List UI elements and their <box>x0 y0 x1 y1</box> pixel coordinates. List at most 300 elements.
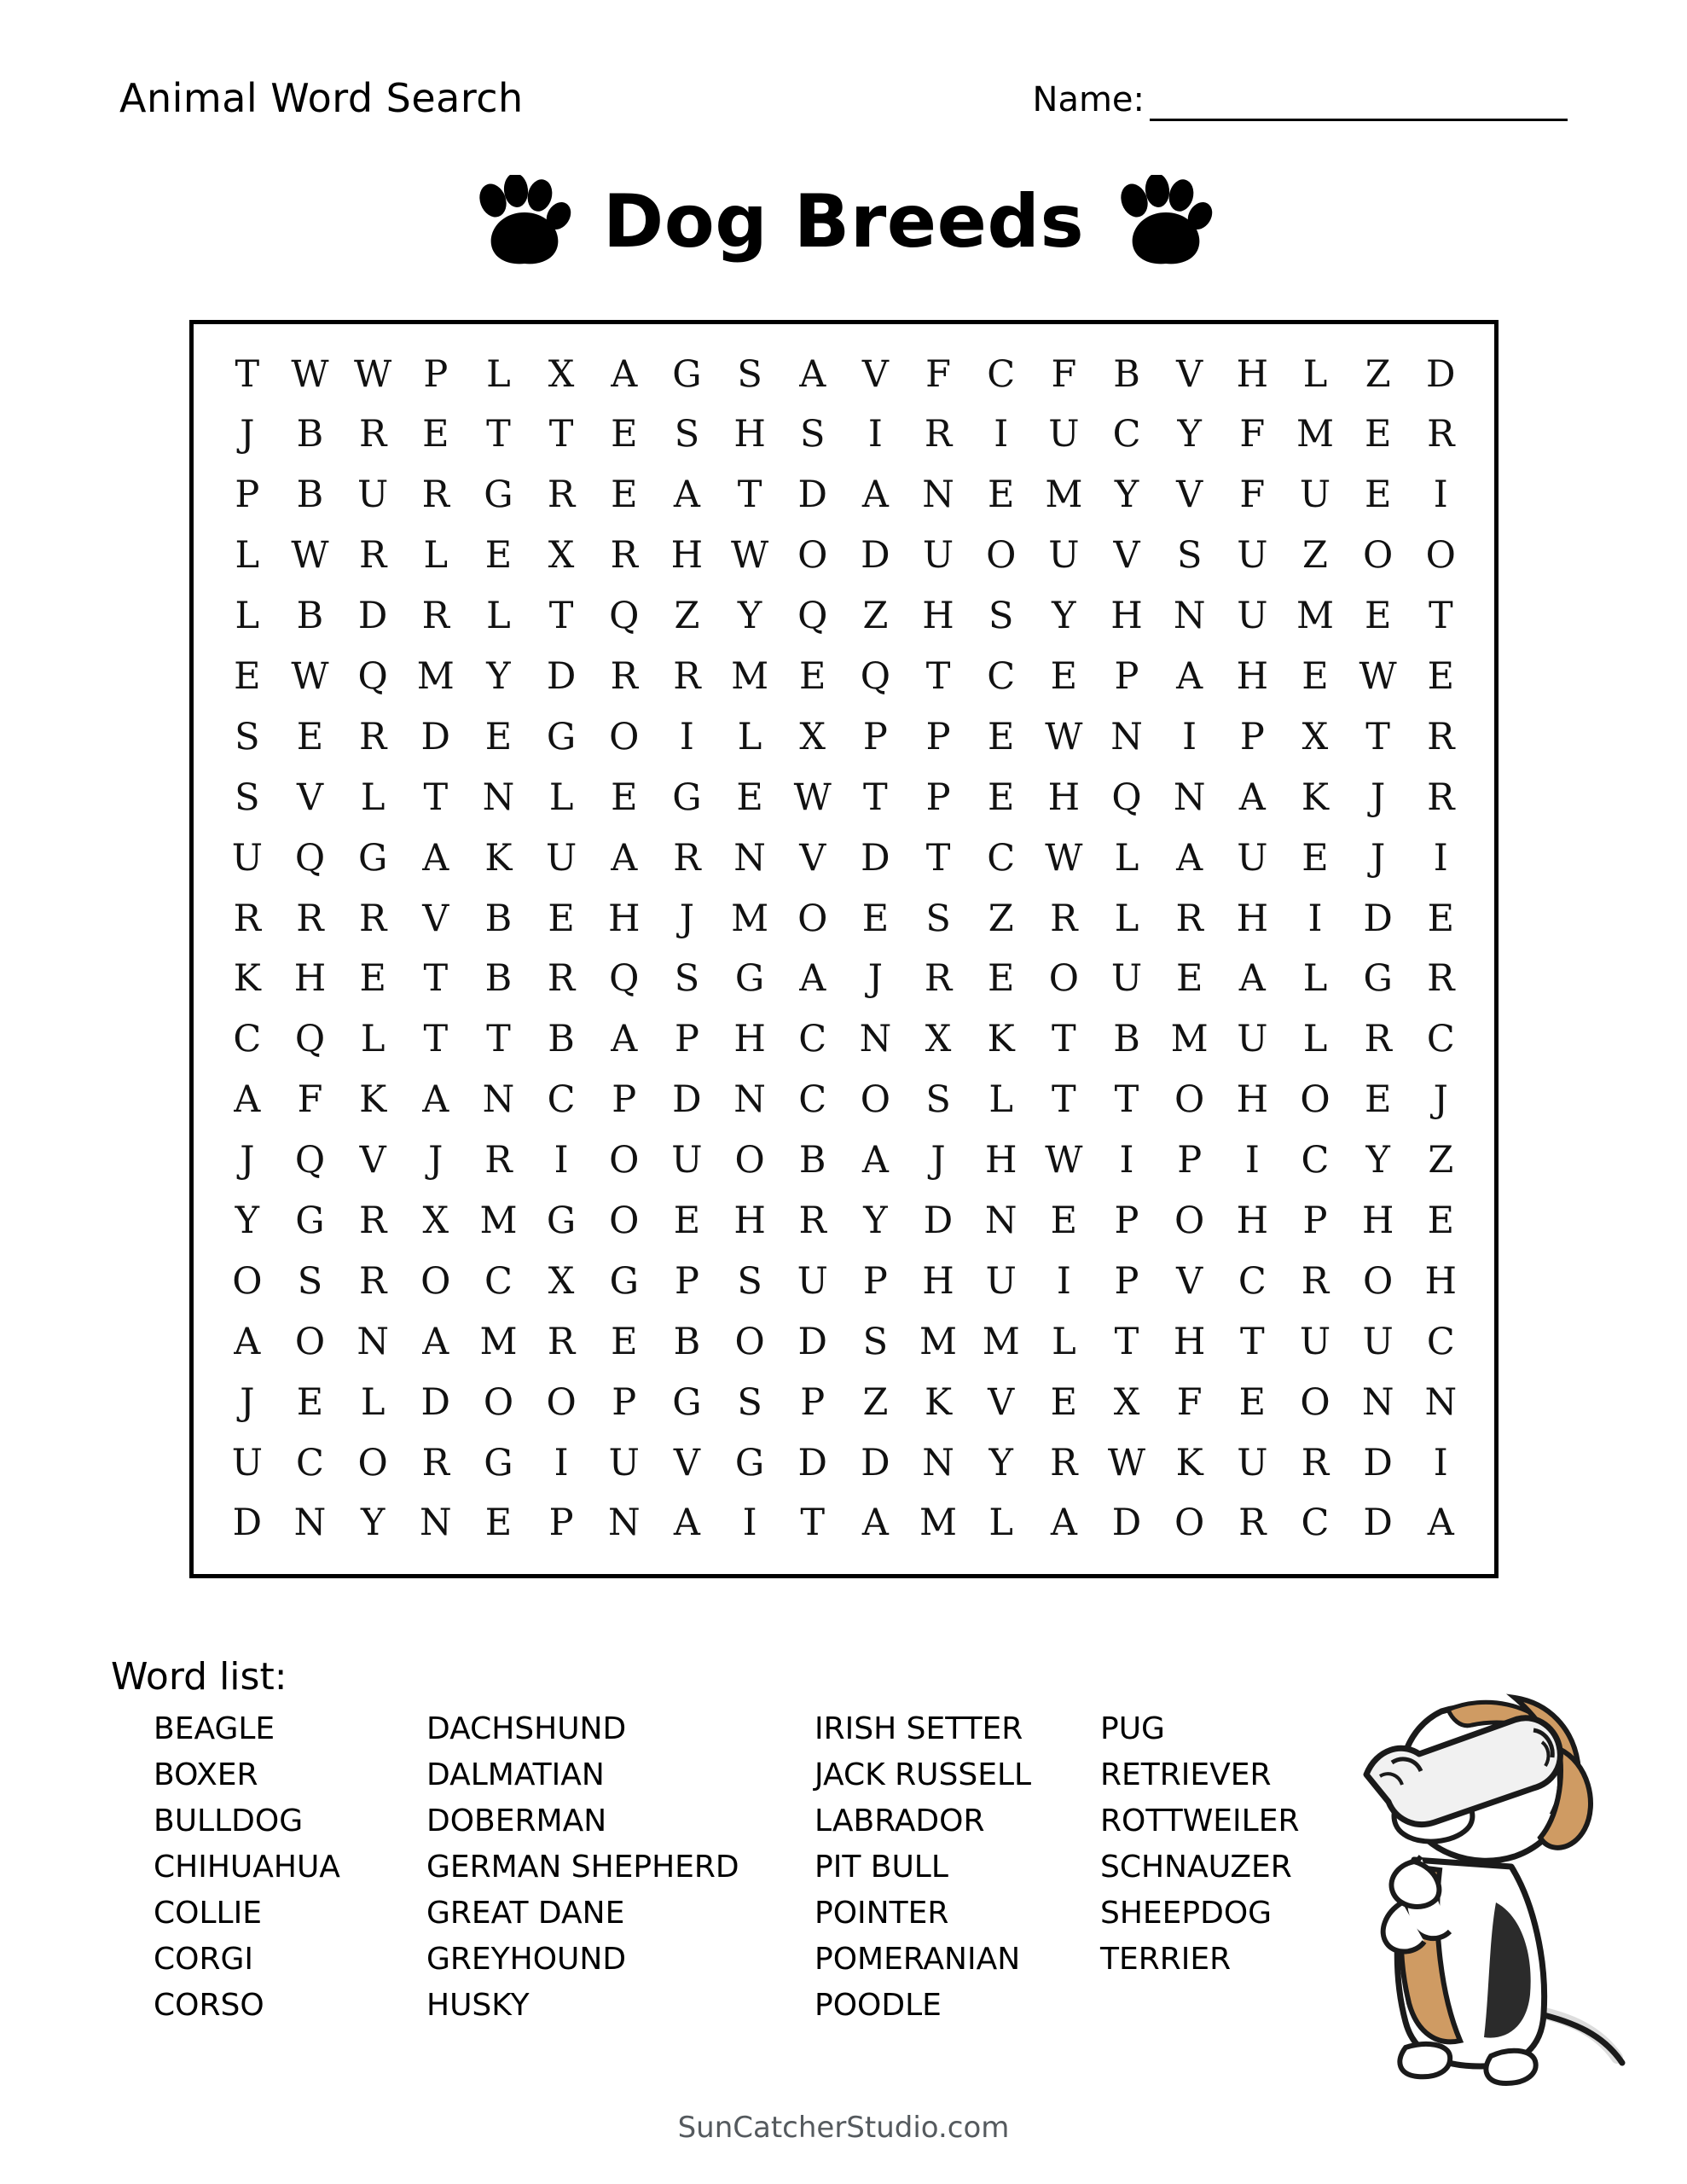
word-list-item[interactable]: ROTTWEILER <box>1100 1804 1300 1838</box>
grid-cell[interactable]: Z <box>674 595 700 638</box>
grid-cell[interactable]: R <box>358 413 387 456</box>
grid-cell[interactable]: O <box>483 1380 514 1424</box>
grid-cell[interactable]: E <box>1050 654 1078 698</box>
word-list-item[interactable]: DOBERMAN <box>426 1804 607 1838</box>
grid-cell[interactable]: A <box>422 1320 449 1363</box>
grid-cell[interactable]: R <box>1427 715 1455 758</box>
grid-cell[interactable]: U <box>357 473 389 517</box>
grid-cell[interactable]: B <box>798 1139 826 1182</box>
grid-cell[interactable]: T <box>235 352 260 396</box>
grid-cell[interactable]: T <box>486 413 511 456</box>
grid-cell[interactable]: O <box>734 1139 765 1182</box>
grid-cell[interactable]: B <box>1113 352 1140 396</box>
grid-cell[interactable]: L <box>1302 352 1328 396</box>
grid-cell[interactable]: Q <box>294 1139 326 1182</box>
grid-cell[interactable]: J <box>867 957 884 1001</box>
grid-cell[interactable]: I <box>679 715 694 758</box>
grid-cell[interactable]: H <box>922 1259 954 1303</box>
grid-cell[interactable]: Y <box>235 1199 260 1242</box>
grid-cell[interactable]: A <box>673 473 700 517</box>
grid-cell[interactable]: E <box>799 654 826 698</box>
grid-cell[interactable]: H <box>1236 1078 1269 1122</box>
grid-cell[interactable]: N <box>1110 715 1143 758</box>
grid-cell[interactable]: S <box>1176 534 1203 578</box>
grid-cell[interactable]: W <box>291 654 329 698</box>
grid-cell[interactable]: D <box>1363 897 1393 940</box>
grid-cell[interactable]: O <box>734 1320 765 1363</box>
grid-cell[interactable]: A <box>861 1502 889 1545</box>
grid-cell[interactable]: G <box>546 715 577 758</box>
word-list-item[interactable]: JACK RUSSELL <box>815 1757 1032 1792</box>
grid-cell[interactable]: E <box>1050 1199 1078 1242</box>
grid-cell[interactable]: H <box>1236 897 1269 940</box>
grid-cell[interactable]: X <box>1113 1380 1140 1424</box>
word-list-item[interactable]: BOXER <box>154 1757 258 1792</box>
grid-cell[interactable]: U <box>608 1441 640 1484</box>
grid-cell[interactable]: O <box>609 1139 640 1182</box>
grid-cell[interactable]: E <box>1050 1380 1078 1424</box>
grid-cell[interactable]: W <box>1045 1139 1083 1182</box>
grid-cell[interactable]: X <box>422 1199 449 1242</box>
grid-cell[interactable]: U <box>1237 1018 1268 1061</box>
grid-cell[interactable]: S <box>235 715 260 758</box>
grid-cell[interactable]: M <box>1045 473 1083 517</box>
grid-cell[interactable]: S <box>800 413 826 456</box>
grid-cell[interactable]: S <box>737 1259 762 1303</box>
grid-cell[interactable]: R <box>358 1199 387 1242</box>
grid-cell[interactable]: N <box>482 1078 515 1122</box>
grid-cell[interactable]: H <box>1361 1199 1394 1242</box>
grid-cell[interactable]: M <box>1296 595 1334 638</box>
grid-cell[interactable]: A <box>422 1078 449 1122</box>
grid-cell[interactable]: E <box>234 654 261 698</box>
grid-cell[interactable]: T <box>1428 595 1453 638</box>
grid-cell[interactable]: C <box>1112 413 1141 456</box>
word-list-item[interactable]: CHIHUAHUA <box>154 1850 340 1885</box>
grid-cell[interactable]: Y <box>988 1441 1013 1484</box>
grid-cell[interactable]: I <box>867 413 883 456</box>
grid-cell[interactable]: H <box>1047 775 1081 819</box>
grid-cell[interactable]: E <box>296 1380 324 1424</box>
grid-cell[interactable]: J <box>240 1139 255 1182</box>
grid-cell[interactable]: D <box>1111 1502 1142 1545</box>
grid-cell[interactable]: D <box>797 1441 827 1484</box>
grid-cell[interactable]: O <box>1174 1502 1205 1545</box>
grid-cell[interactable]: J <box>930 1139 946 1182</box>
grid-cell[interactable]: P <box>612 1078 637 1122</box>
grid-cell[interactable]: T <box>423 775 449 819</box>
grid-cell[interactable]: O <box>609 715 640 758</box>
grid-cell[interactable]: G <box>484 473 513 517</box>
grid-cell[interactable]: N <box>922 1441 954 1484</box>
grid-cell[interactable]: V <box>296 775 324 819</box>
grid-cell[interactable]: P <box>862 715 888 758</box>
grid-cell[interactable]: O <box>1425 534 1456 578</box>
grid-cell[interactable]: T <box>925 654 951 698</box>
grid-cell[interactable]: H <box>1110 595 1143 638</box>
grid-cell[interactable]: M <box>731 897 769 940</box>
grid-cell[interactable]: E <box>1364 1078 1392 1122</box>
grid-cell[interactable]: A <box>1176 654 1203 698</box>
grid-cell[interactable]: O <box>1300 1380 1330 1424</box>
grid-cell[interactable]: R <box>1427 775 1455 819</box>
grid-cell[interactable]: P <box>925 715 951 758</box>
name-input-line[interactable] <box>1150 83 1568 121</box>
grid-cell[interactable]: P <box>1114 1259 1139 1303</box>
grid-cell[interactable]: R <box>1050 1441 1078 1484</box>
grid-cell[interactable]: R <box>358 534 387 578</box>
grid-cell[interactable]: P <box>862 1259 888 1303</box>
grid-cell[interactable]: R <box>1238 1502 1267 1545</box>
grid-cell[interactable]: Y <box>486 654 511 698</box>
grid-cell[interactable]: Z <box>862 595 889 638</box>
grid-cell[interactable]: E <box>611 775 638 819</box>
grid-cell[interactable]: J <box>1371 775 1386 819</box>
grid-cell[interactable]: C <box>987 836 1016 880</box>
grid-cell[interactable]: U <box>797 1259 828 1303</box>
grid-cell[interactable]: O <box>1363 1259 1394 1303</box>
grid-cell[interactable]: Q <box>294 1018 326 1061</box>
grid-cell[interactable]: P <box>1302 1199 1328 1242</box>
grid-cell[interactable]: M <box>416 654 455 698</box>
grid-cell[interactable]: Y <box>1177 413 1202 456</box>
grid-cell[interactable]: S <box>862 1320 889 1363</box>
grid-cell[interactable]: H <box>922 595 954 638</box>
grid-cell[interactable]: U <box>1237 836 1268 880</box>
grid-cell[interactable]: T <box>1114 1078 1139 1122</box>
grid-cell[interactable]: Y <box>863 1199 888 1242</box>
grid-cell[interactable]: K <box>233 957 261 1001</box>
grid-cell[interactable]: G <box>672 352 702 396</box>
grid-cell[interactable]: S <box>235 775 260 819</box>
grid-cell[interactable]: U <box>1237 595 1268 638</box>
grid-cell[interactable]: I <box>1119 1139 1134 1182</box>
grid-cell[interactable]: B <box>1113 1018 1140 1061</box>
grid-cell[interactable]: K <box>924 1380 953 1424</box>
grid-cell[interactable]: L <box>1302 957 1328 1001</box>
grid-cell[interactable]: D <box>861 534 890 578</box>
grid-cell[interactable]: Z <box>988 897 1014 940</box>
grid-cell[interactable]: U <box>671 1139 703 1182</box>
grid-cell[interactable]: N <box>1173 775 1206 819</box>
grid-cell[interactable]: A <box>861 473 889 517</box>
grid-cell[interactable]: N <box>357 1320 389 1363</box>
grid-cell[interactable]: R <box>673 836 701 880</box>
grid-cell[interactable]: R <box>798 1199 826 1242</box>
grid-cell[interactable]: U <box>545 836 577 880</box>
grid-cell[interactable]: N <box>733 1078 766 1122</box>
grid-cell[interactable]: T <box>737 473 762 517</box>
grid-cell[interactable]: B <box>548 1018 575 1061</box>
grid-cell[interactable]: C <box>798 1078 827 1122</box>
grid-cell[interactable]: G <box>1363 957 1393 1001</box>
grid-cell[interactable]: D <box>357 595 388 638</box>
grid-cell[interactable]: Y <box>737 595 762 638</box>
grid-cell[interactable]: U <box>1237 1441 1268 1484</box>
grid-cell[interactable]: C <box>1426 1320 1455 1363</box>
grid-cell[interactable]: D <box>923 1199 954 1242</box>
grid-cell[interactable]: R <box>421 1441 449 1484</box>
grid-cell[interactable]: E <box>1427 1199 1454 1242</box>
grid-cell[interactable]: P <box>800 1380 826 1424</box>
grid-cell[interactable]: W <box>1045 836 1083 880</box>
grid-cell[interactable]: K <box>1175 1441 1203 1484</box>
grid-cell[interactable]: O <box>1174 1199 1205 1242</box>
grid-cell[interactable]: R <box>1301 1259 1330 1303</box>
grid-cell[interactable]: H <box>984 1139 1017 1182</box>
grid-cell[interactable]: O <box>1363 534 1394 578</box>
grid-cell[interactable]: E <box>861 897 890 940</box>
grid-cell[interactable]: X <box>548 534 575 578</box>
grid-cell[interactable]: M <box>1296 413 1334 456</box>
grid-cell[interactable]: R <box>547 957 576 1001</box>
grid-cell[interactable]: S <box>737 1380 762 1424</box>
grid-cell[interactable]: L <box>988 1502 1013 1545</box>
grid-cell[interactable]: D <box>420 715 451 758</box>
word-list-item[interactable]: DACHSHUND <box>426 1711 627 1746</box>
grid-cell[interactable]: S <box>674 957 700 1001</box>
grid-cell[interactable]: P <box>925 775 951 819</box>
grid-cell[interactable]: Y <box>1052 595 1076 638</box>
grid-cell[interactable]: K <box>987 1018 1015 1061</box>
grid-cell[interactable]: I <box>1433 836 1448 880</box>
grid-cell[interactable]: E <box>484 1502 513 1545</box>
grid-cell[interactable]: O <box>420 1259 451 1303</box>
grid-cell[interactable]: C <box>1301 1502 1330 1545</box>
grid-cell[interactable]: E <box>1427 654 1454 698</box>
grid-cell[interactable]: T <box>486 1018 511 1061</box>
word-list-item[interactable]: PIT BULL <box>815 1850 948 1885</box>
grid-cell[interactable]: E <box>611 413 638 456</box>
grid-cell[interactable]: R <box>484 1139 513 1182</box>
grid-cell[interactable]: W <box>354 352 392 396</box>
grid-cell[interactable]: A <box>611 1018 638 1061</box>
grid-cell[interactable]: K <box>1301 775 1330 819</box>
grid-cell[interactable]: Z <box>1428 1139 1454 1182</box>
grid-cell[interactable]: H <box>293 957 327 1001</box>
word-list-item[interactable]: GREYHOUND <box>426 1942 627 1977</box>
grid-cell[interactable]: Q <box>609 957 640 1001</box>
grid-cell[interactable]: Q <box>357 654 388 698</box>
word-list-item[interactable]: POODLE <box>815 1988 942 2023</box>
word-list-item[interactable]: GREAT DANE <box>426 1896 625 1931</box>
grid-cell[interactable]: L <box>548 775 574 819</box>
grid-cell[interactable]: R <box>547 473 576 517</box>
grid-cell[interactable]: I <box>1244 1139 1260 1182</box>
grid-cell[interactable]: N <box>607 1502 641 1545</box>
grid-cell[interactable]: E <box>1301 654 1329 698</box>
grid-cell[interactable]: O <box>232 1259 263 1303</box>
grid-cell[interactable]: G <box>734 1441 765 1484</box>
grid-cell[interactable]: C <box>233 1018 262 1061</box>
grid-cell[interactable]: F <box>1239 473 1266 517</box>
grid-cell[interactable]: A <box>1050 1502 1077 1545</box>
grid-cell[interactable]: E <box>1238 1380 1267 1424</box>
grid-cell[interactable]: A <box>422 836 449 880</box>
grid-cell[interactable]: P <box>1239 715 1265 758</box>
grid-cell[interactable]: O <box>1048 957 1079 1001</box>
grid-cell[interactable]: D <box>232 1502 263 1545</box>
grid-cell[interactable]: R <box>296 897 324 940</box>
grid-cell[interactable]: I <box>742 1502 757 1545</box>
grid-cell[interactable]: E <box>611 1320 638 1363</box>
grid-cell[interactable]: S <box>674 413 700 456</box>
grid-cell[interactable]: E <box>484 715 513 758</box>
grid-cell[interactable]: B <box>296 595 324 638</box>
grid-cell[interactable]: H <box>608 897 641 940</box>
grid-cell[interactable]: V <box>988 1380 1015 1424</box>
grid-cell[interactable]: U <box>1299 1320 1331 1363</box>
grid-cell[interactable]: E <box>1364 595 1392 638</box>
grid-cell[interactable]: M <box>919 1502 958 1545</box>
grid-cell[interactable]: Q <box>294 836 326 880</box>
grid-cell[interactable]: F <box>297 1078 323 1122</box>
grid-cell[interactable]: G <box>295 1199 325 1242</box>
grid-cell[interactable]: T <box>423 957 449 1001</box>
grid-cell[interactable]: C <box>1238 1259 1267 1303</box>
grid-cell[interactable]: H <box>733 1199 766 1242</box>
grid-cell[interactable]: L <box>360 1018 386 1061</box>
grid-cell[interactable]: G <box>734 957 765 1001</box>
grid-cell[interactable]: H <box>1424 1259 1458 1303</box>
grid-cell[interactable]: R <box>421 473 449 517</box>
grid-cell[interactable]: D <box>420 1380 451 1424</box>
grid-cell[interactable]: G <box>672 775 702 819</box>
grid-cell[interactable]: T <box>800 1502 826 1545</box>
grid-cell[interactable]: B <box>673 1320 701 1363</box>
grid-cell[interactable]: H <box>733 413 766 456</box>
grid-cell[interactable]: H <box>670 534 704 578</box>
grid-cell[interactable]: E <box>611 473 638 517</box>
grid-cell[interactable]: U <box>1048 534 1080 578</box>
grid-cell[interactable]: N <box>859 1018 892 1061</box>
grid-cell[interactable]: T <box>423 1018 449 1061</box>
grid-cell[interactable]: I <box>1433 473 1448 517</box>
grid-cell[interactable]: L <box>423 534 449 578</box>
grid-cell[interactable]: O <box>1300 1078 1330 1122</box>
grid-cell[interactable]: W <box>730 534 769 578</box>
word-list-item[interactable]: HUSKY <box>426 1988 530 2023</box>
grid-cell[interactable]: P <box>235 473 260 517</box>
grid-cell[interactable]: R <box>421 595 449 638</box>
grid-cell[interactable]: A <box>861 1139 889 1182</box>
grid-cell[interactable]: I <box>1056 1259 1071 1303</box>
grid-cell[interactable]: B <box>484 957 513 1001</box>
grid-cell[interactable]: N <box>293 1502 327 1545</box>
grid-cell[interactable]: V <box>861 352 889 396</box>
grid-cell[interactable]: K <box>484 836 513 880</box>
word-list-item[interactable]: IRISH SETTER <box>815 1711 1023 1746</box>
grid-cell[interactable]: N <box>1424 1380 1458 1424</box>
word-list-item[interactable]: LABRADOR <box>815 1804 985 1838</box>
grid-cell[interactable]: C <box>987 654 1016 698</box>
grid-cell[interactable]: V <box>359 1139 386 1182</box>
grid-cell[interactable]: T <box>548 413 574 456</box>
grid-cell[interactable]: R <box>924 413 953 456</box>
grid-cell[interactable]: G <box>357 836 388 880</box>
grid-cell[interactable]: Q <box>609 595 640 638</box>
word-list-item[interactable]: POINTER <box>815 1896 949 1931</box>
grid-cell[interactable]: R <box>1175 897 1203 940</box>
grid-cell[interactable]: V <box>1113 534 1140 578</box>
grid-cell[interactable]: H <box>1236 1199 1269 1242</box>
grid-cell[interactable]: J <box>1371 836 1386 880</box>
grid-cell[interactable]: F <box>925 352 951 396</box>
grid-cell[interactable]: N <box>419 1502 452 1545</box>
grid-cell[interactable]: M <box>479 1320 518 1363</box>
word-search-grid[interactable] <box>189 320 1499 1578</box>
grid-cell[interactable]: T <box>1365 715 1390 758</box>
grid-cell[interactable]: L <box>360 775 386 819</box>
grid-cell[interactable]: E <box>1301 836 1329 880</box>
grid-cell[interactable]: Z <box>1365 352 1391 396</box>
grid-cell[interactable]: R <box>1050 897 1078 940</box>
grid-cell[interactable]: E <box>1427 897 1454 940</box>
word-list-item[interactable]: CORSO <box>154 1988 264 2023</box>
grid-cell[interactable]: I <box>1433 1441 1448 1484</box>
grid-cell[interactable]: A <box>234 1078 261 1122</box>
grid-cell[interactable]: T <box>1052 1078 1076 1122</box>
grid-cell[interactable]: R <box>358 715 387 758</box>
grid-cell[interactable]: W <box>291 534 329 578</box>
grid-cell[interactable]: L <box>1302 1018 1328 1061</box>
grid-cell[interactable]: B <box>484 897 513 940</box>
grid-cell[interactable]: Z <box>862 1380 889 1424</box>
grid-cell[interactable]: T <box>925 836 951 880</box>
grid-cell[interactable]: E <box>359 957 386 1001</box>
grid-cell[interactable]: M <box>982 1320 1020 1363</box>
grid-cell[interactable]: L <box>360 1380 386 1424</box>
grid-cell[interactable]: U <box>231 836 263 880</box>
grid-cell[interactable]: P <box>612 1380 637 1424</box>
grid-cell[interactable]: A <box>799 957 826 1001</box>
grid-cell[interactable]: S <box>737 352 762 396</box>
grid-cell[interactable]: T <box>1114 1320 1139 1363</box>
grid-cell[interactable]: E <box>1364 413 1392 456</box>
grid-cell[interactable]: U <box>1237 534 1268 578</box>
grid-cell[interactable]: K <box>359 1078 387 1122</box>
grid-cell[interactable]: W <box>1107 1441 1146 1484</box>
grid-cell[interactable]: U <box>1299 473 1331 517</box>
grid-cell[interactable]: W <box>1359 654 1397 698</box>
grid-cell[interactable]: F <box>1051 352 1077 396</box>
grid-cell[interactable]: X <box>925 1018 952 1061</box>
word-list-item[interactable]: BEAGLE <box>154 1711 275 1746</box>
grid-cell[interactable]: F <box>1239 413 1266 456</box>
grid-cell[interactable]: E <box>484 534 513 578</box>
grid-cell[interactable]: Y <box>360 1502 386 1545</box>
grid-cell[interactable]: R <box>547 1320 576 1363</box>
grid-cell[interactable]: A <box>1176 836 1203 880</box>
grid-cell[interactable]: G <box>672 1380 702 1424</box>
grid-cell[interactable]: U <box>1362 1320 1394 1363</box>
grid-cell[interactable]: L <box>235 595 260 638</box>
grid-cell[interactable]: L <box>486 352 511 396</box>
grid-cell[interactable]: G <box>484 1441 513 1484</box>
grid-cell[interactable]: L <box>737 715 762 758</box>
grid-cell[interactable]: T <box>548 595 574 638</box>
grid-cell[interactable]: R <box>1427 413 1455 456</box>
grid-cell[interactable]: W <box>1045 715 1083 758</box>
grid-cell[interactable]: L <box>988 1078 1013 1122</box>
word-list-item[interactable]: POMERANIAN <box>815 1942 1021 1977</box>
grid-cell[interactable]: L <box>1114 836 1139 880</box>
grid-cell[interactable]: D <box>1363 1441 1393 1484</box>
grid-cell[interactable]: U <box>231 1441 263 1484</box>
grid-cell[interactable]: M <box>1170 1018 1209 1061</box>
grid-cell[interactable]: U <box>922 534 954 578</box>
grid-cell[interactable]: R <box>358 1259 387 1303</box>
